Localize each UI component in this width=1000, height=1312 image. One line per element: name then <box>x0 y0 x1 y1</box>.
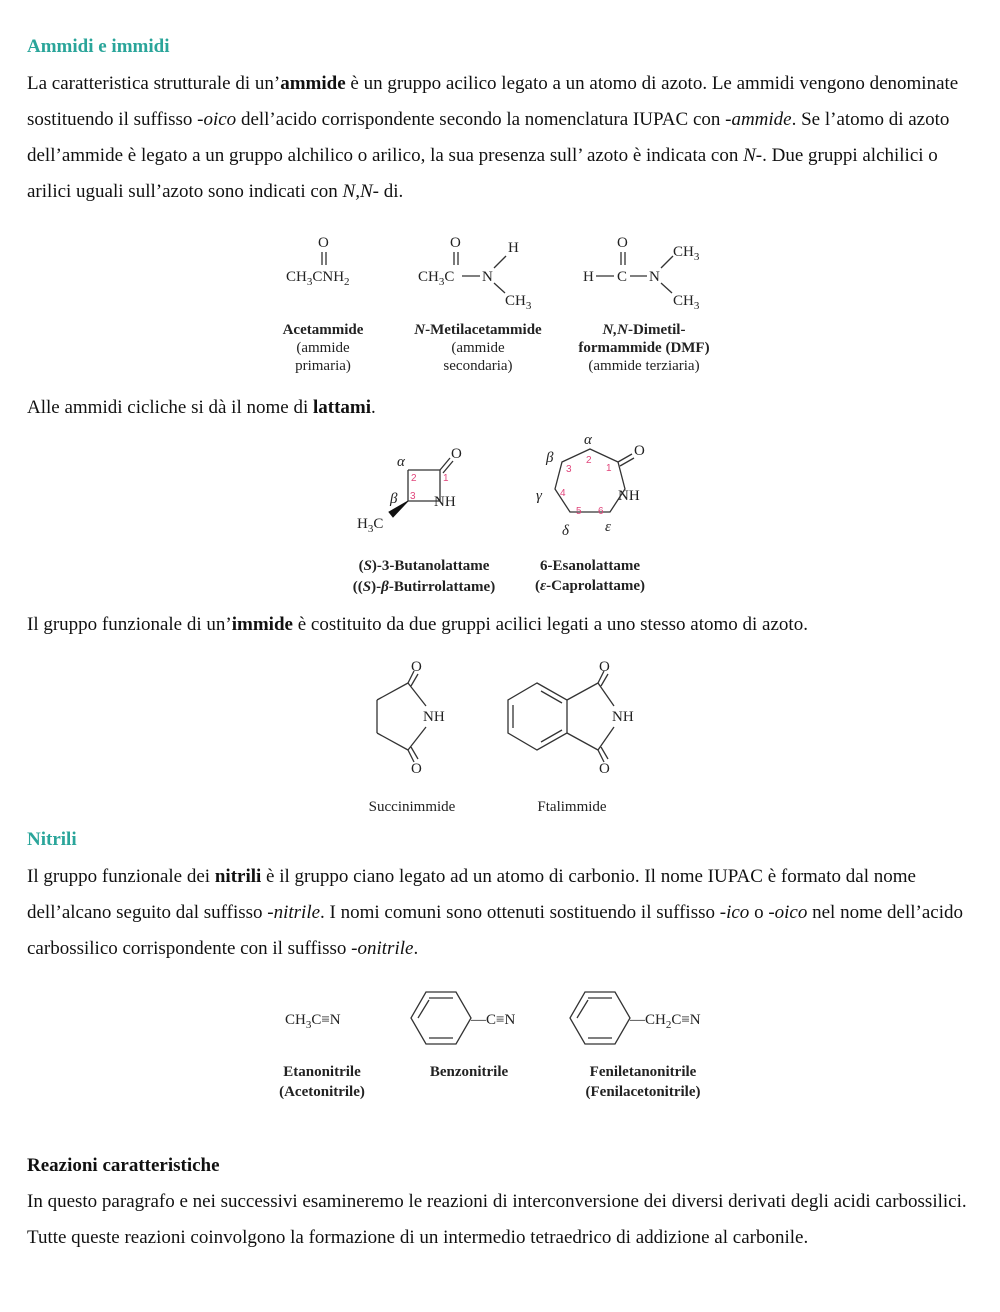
svg-text:NH: NH <box>612 709 634 725</box>
butirrolattame-name: ((S)-β-Butirrolattame) <box>352 579 496 595</box>
section-heading-nitrili: Nitrili <box>27 829 77 850</box>
esanolattame-structure <box>536 432 645 539</box>
svg-text:6: 6 <box>598 506 604 517</box>
dmf-name-2: formammide (DMF) <box>578 340 710 356</box>
caprolattame-name: (ε-Caprolattame) <box>534 578 646 594</box>
svg-text:2: 2 <box>411 473 417 484</box>
svg-text:NH: NH <box>423 709 445 725</box>
svg-text:H: H <box>583 269 594 285</box>
acetammide-class-1: (ammide <box>296 340 350 356</box>
svg-text:O: O <box>318 235 329 251</box>
svg-text:O: O <box>411 761 422 777</box>
svg-text:2: 2 <box>586 455 592 466</box>
svg-text:β: β <box>546 450 554 466</box>
ftalimmide-name: Ftalimmide <box>537 799 607 815</box>
svg-text:CH3CNH2: $CH_3CNH_2$ <box>286 269 350 288</box>
imides-figure <box>0 650 1000 820</box>
svg-text:1: 1 <box>606 463 612 474</box>
svg-text:CH3: $CH_3$ <box>673 244 700 263</box>
butanolattame-structure <box>357 446 462 535</box>
svg-text:3: 3 <box>410 491 416 502</box>
paragraph-immidi: Il gruppo funzionale di un’immide è costituito da due gruppi acilici legati a uno stesso atomo di azoto. <box>27 614 808 635</box>
acetammide-name: Acetammide <box>282 322 364 338</box>
svg-text:5: 5 <box>576 506 582 517</box>
paragraph-reazioni: In questo paragrafo e nei successivi esamineremo le reazioni di interconversione dei diversi derivati degli acidi carbossilici. Tutte queste reazioni coinvolgono la formazione di un intermedio tetraedrico di addizione al carbonile. <box>27 1191 967 1248</box>
svg-text:O: O <box>450 235 461 251</box>
nitriles-figure <box>0 980 1000 1105</box>
svg-text:NH: NH <box>618 488 640 504</box>
svg-text:H3C: $H_3C$ <box>357 516 384 535</box>
esanolattame-name: 6-Esanolattame <box>540 558 640 574</box>
dmf-name: N,N-Dimetil- <box>602 322 686 338</box>
svg-text:—CH2C≡N: $—CH_2C\equiv N$ <box>630 1012 701 1031</box>
metilacetammide-name: N-Metilacetammide <box>414 322 542 338</box>
etanonitrile-name: Etanonitrile <box>283 1064 361 1080</box>
dmf-class: (ammide terziaria) <box>588 358 700 374</box>
ftalimmide-structure <box>508 659 634 777</box>
svg-text:O: O <box>634 443 645 459</box>
svg-text:δ: δ <box>562 523 569 539</box>
fenilacetonitrile-name: (Fenilacetonitrile) <box>585 1084 701 1100</box>
paragraph-nitrili: Il gruppo funzionale dei nitrili è il gruppo ciano legato ad un atomo di carbonio. Il nome IUPAC è formato dal nome dell’alcano seguito dal suffisso -nitrile. I nomi comuni sono ottenuti sostituendo il suffisso -ico o -oico nel nome dell’acido carbossilico corrispondente con il suffisso -onitrile. <box>27 866 963 959</box>
benzonitrile-structure <box>411 992 515 1044</box>
svg-text:3: 3 <box>566 464 572 475</box>
benzonitrile-name: Benzonitrile <box>429 1064 509 1080</box>
acetammide-class-2: primaria) <box>295 358 351 374</box>
svg-text:CH3C: $CH_3C$ <box>418 269 455 288</box>
section-heading-ammidi: Ammidi e immidi <box>27 36 170 57</box>
svg-text:β: β <box>390 491 398 507</box>
etanonitrile-structure: $CH_3C\equiv N$ <box>285 1012 341 1031</box>
svg-text:1: 1 <box>443 473 449 484</box>
svg-text:γ: γ <box>536 488 542 504</box>
svg-text:C: C <box>617 269 628 285</box>
acetammide-structure <box>286 235 350 288</box>
paragraph-ammidi-intro: La caratteristica strutturale di un’ammide è un gruppo acilico legato a un atomo di azoto. Le ammidi vengono denominate sostituendo il suffisso -oico dell’acido corrispondente secondo la nomenclatura IUPAC con -ammide. Se l’atomo di azoto dell’ammide è legato a un gruppo alchilico o arilico, la sua presenza sull’ azoto è indicata con N-. Due gruppi alchilici o arilici uguali sull’azoto sono indicati con N,N- di. <box>27 73 959 202</box>
svg-text:—C≡N: —C≡N <box>471 1012 516 1028</box>
metilacetammide-class-1: (ammide <box>451 340 505 356</box>
svg-text:N: N <box>482 269 493 285</box>
svg-text:CH3: $CH_3$ <box>505 293 532 312</box>
feniletanonitrile-structure <box>570 992 701 1044</box>
acetonitrile-name: (Acetonitrile) <box>279 1084 365 1100</box>
paragraph-lattami: Alle ammidi cicliche si dà il nome di lattami. <box>27 397 376 418</box>
svg-text:O: O <box>451 446 462 462</box>
svg-text:O: O <box>411 659 422 675</box>
metilacetammide-structure <box>418 235 532 312</box>
svg-text:N: N <box>649 269 660 285</box>
metilacetammide-class-2: secondaria) <box>443 358 513 374</box>
svg-text:α: α <box>397 454 405 470</box>
lactams-figure <box>0 430 1000 600</box>
svg-text:α: α <box>584 432 592 448</box>
succinimmide-name: Succinimmide <box>368 799 456 815</box>
svg-text:CH3: $CH_3$ <box>673 293 700 312</box>
svg-text:ε: ε <box>605 519 611 535</box>
butanolattame-name: (S)-3-Butanolattame <box>358 558 490 574</box>
dmf-structure <box>583 235 700 312</box>
section-heading-reazioni: Reazioni caratteristiche <box>27 1155 220 1176</box>
svg-text:O: O <box>599 761 610 777</box>
amides-figure <box>0 226 1000 386</box>
feniletanonitrile-name: Feniletanonitrile <box>589 1064 697 1080</box>
svg-text:O: O <box>599 659 610 675</box>
succinimmide-structure <box>377 659 445 777</box>
svg-text:H: H <box>508 240 519 256</box>
svg-text:O: O <box>617 235 628 251</box>
svg-text:4: 4 <box>560 488 566 499</box>
svg-text:NH: NH <box>434 494 456 510</box>
